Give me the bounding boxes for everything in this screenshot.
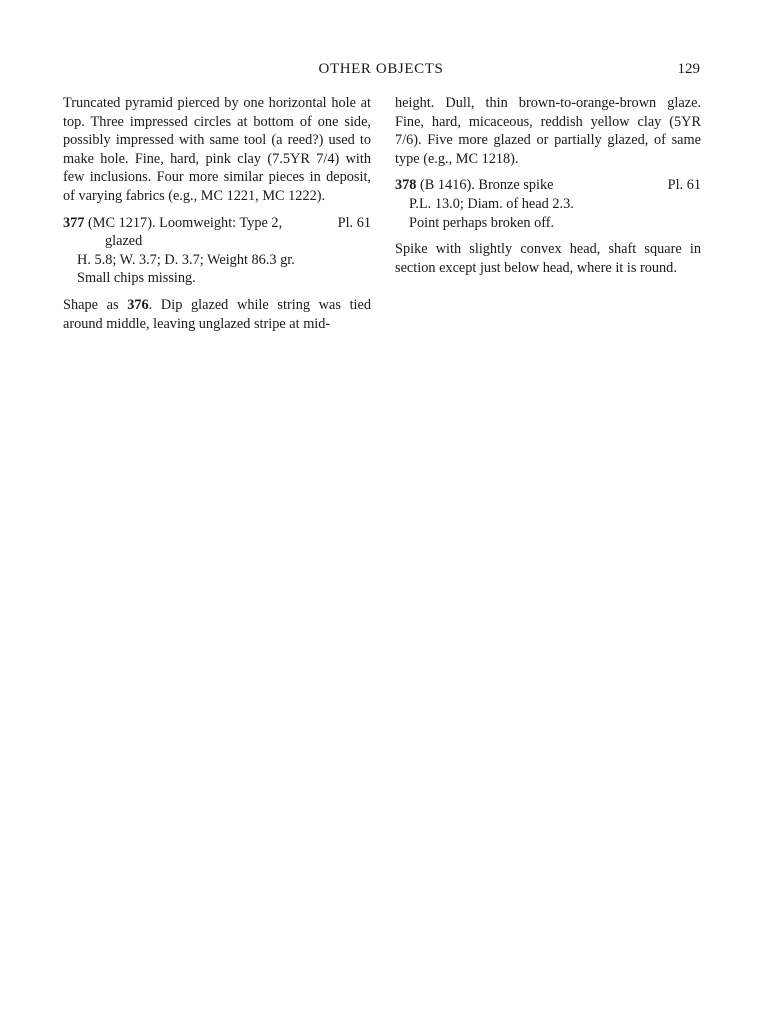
entry-378-heading-text: (B 1416). Bronze spike: [416, 177, 554, 194]
entry-377-heading-text: (MC 1217). Loomweight: Type 2,: [84, 214, 283, 231]
right-column: [395, 94, 701, 285]
entry-378-condition: Point perhaps broken off.: [409, 214, 555, 231]
intro-paragraph: Truncated pyramid pierced by one horizontal hole at top. Three impressed circles at bottom of one side, possibly impressed with same tool (a reed?) used to make hole. Fine, hard, pink clay (7.5YR 7/4) with few inclusions. Four more similar pieces in deposit, of varying fabrics (e.g., MC 1221, MC 1222).: [63, 95, 371, 204]
entry-377-dimensions: H. 5.8; W. 3.7; D. 3.7; Weight 86.3 gr.: [77, 251, 295, 268]
entry-377-desc-ref: 376: [127, 296, 149, 313]
entry-378-heading: [395, 176, 701, 195]
entry-377-desc-rest: . Dip glazed while string was tied around middle, leaving unglazed stripe at mid-: [63, 296, 372, 332]
continuation-paragraph: height. Dull, thin brown-to-orange-brown glaze. Fine, hard, micaceous, reddish yellow clay (5YR 7/6). Five more glazed or partially glazed, of same type (e.g., MC 1218).: [395, 95, 701, 167]
entry-378-number: 378: [395, 177, 417, 194]
entry-377-heading-cont: glazed: [105, 233, 143, 250]
entry-377-plate: Pl. 61: [337, 214, 371, 231]
entry-377-description: [63, 296, 371, 333]
page-number: 129: [677, 61, 700, 77]
entry-377-desc-prefix: Shape as: [63, 296, 128, 313]
left-column: [63, 94, 371, 341]
entry-378-description: Spike with slightly convex head, shaft square in section except just below head, where it is round.: [395, 241, 701, 276]
entry-377-condition: Small chips missing.: [77, 270, 196, 287]
entry-377-heading: [63, 214, 371, 251]
running-head: [0, 61, 762, 81]
running-title: OTHER OBJECTS: [318, 61, 444, 77]
entry-377-number: 377: [63, 214, 85, 231]
entry-378-plate: Pl. 61: [667, 177, 701, 194]
entry-378-dimensions: P.L. 13.0; Diam. of head 2.3.: [409, 195, 574, 212]
